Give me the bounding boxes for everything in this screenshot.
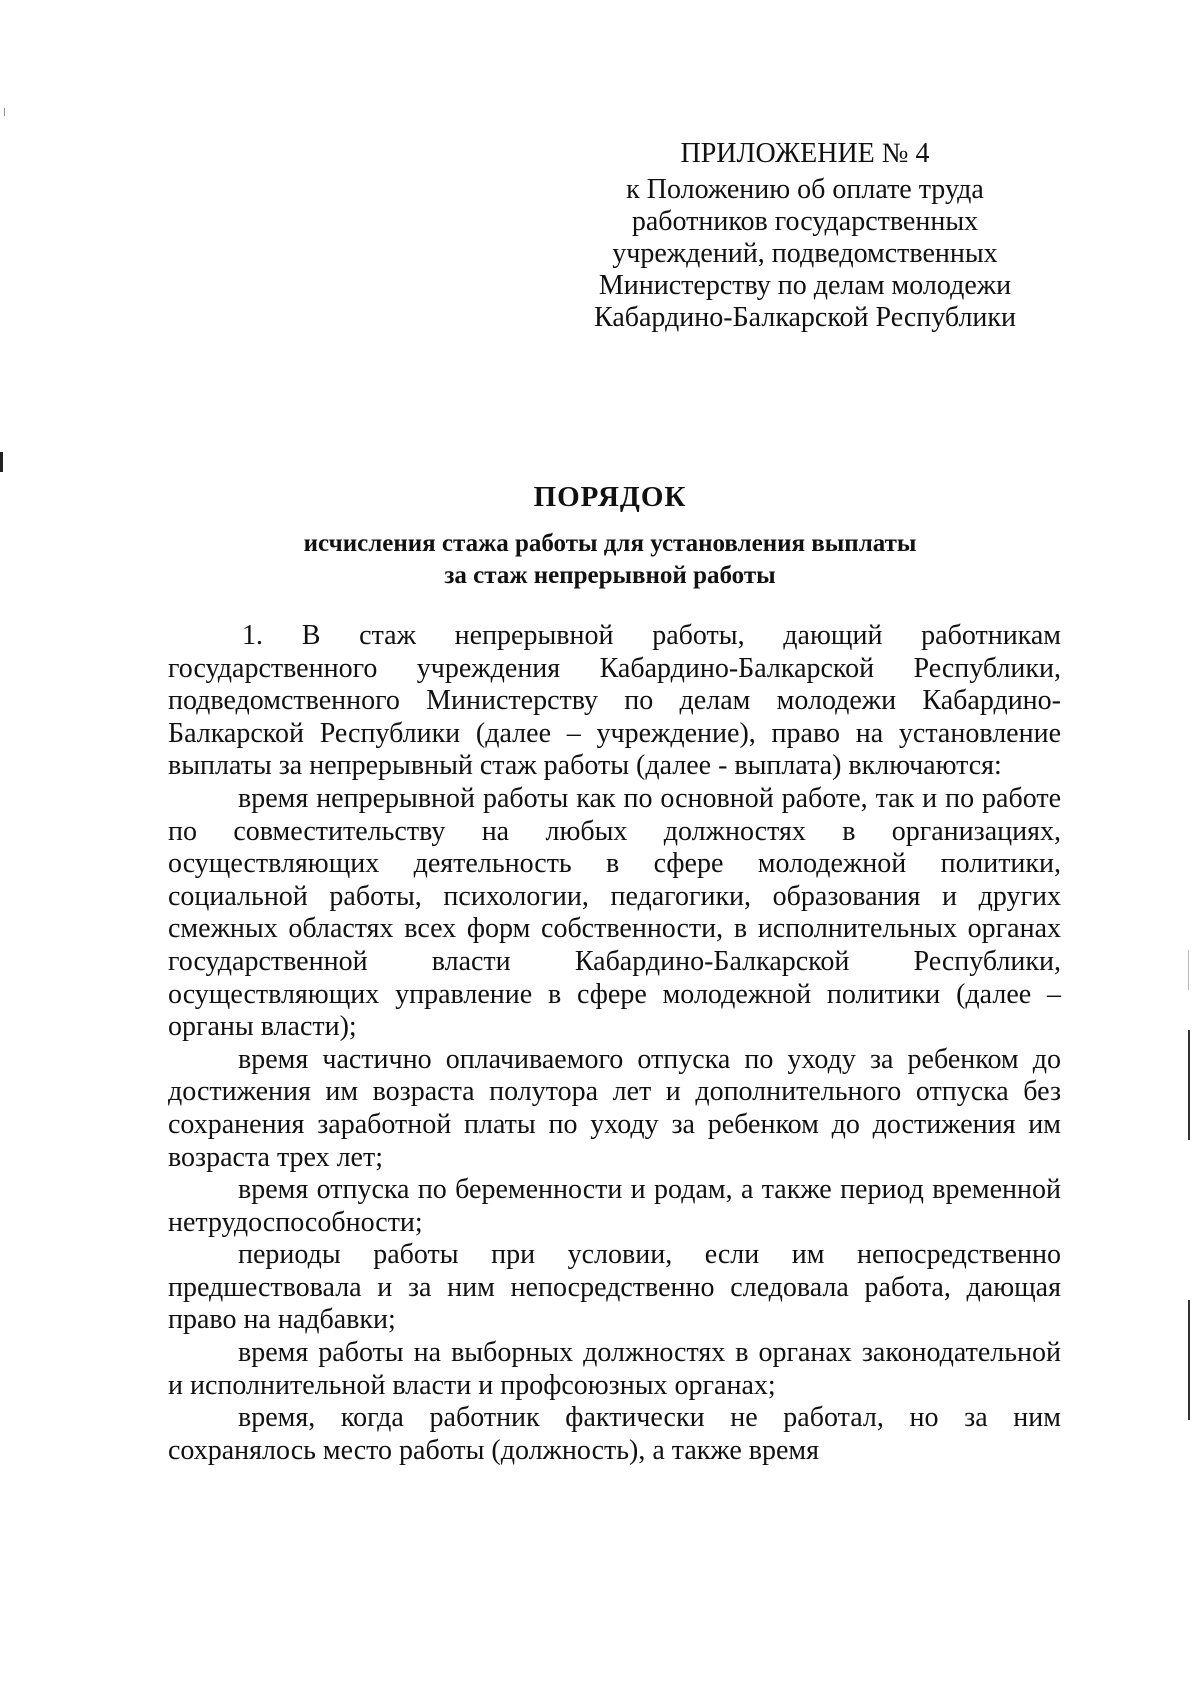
appendix-line: работников государственных — [631, 206, 979, 237]
document-body — [168, 620, 1061, 1467]
document-subtitle-line: за стаж непрерывной работы — [444, 562, 776, 589]
paragraph-retained-position: время, когда работник фактически не работал, но за ним сохранялось место работы (должность), а также время — [168, 1402, 1061, 1466]
appendix-line: Министерству по делам молодежи — [598, 270, 1012, 301]
scan-artifact-mark — [0, 452, 3, 472]
appendix-line: учреждений, подведомственных — [612, 238, 998, 269]
paragraph-elected-positions: время работы на выборных должностях в органах законодательной и исполнительной власти и профсоюзных органах; — [168, 1337, 1061, 1401]
paragraph-1: 1. В стаж непрерывной работы, дающий работникам государственного учреждения Кабардино-Балкарской Республики, подведомственного Министерству по делам молодежи Кабардино-Балкарской Республики (далее – учреждение), право на установление выплаты за непрерывный стаж работы (далее - выплата) включаются: — [168, 620, 1061, 782]
appendix-header — [560, 138, 1050, 334]
appendix-line: Кабардино-Балкарской Республики — [594, 302, 1016, 333]
scan-artifact-mark — [4, 108, 5, 116]
document-title: ПОРЯДОК — [533, 481, 687, 513]
scan-artifact-mark — [1188, 950, 1189, 990]
appendix-title: ПРИЛОЖЕНИЕ № 4 — [680, 138, 930, 169]
paragraph-continuous-work: время непрерывной работы как по основной работе, так и по работе по совместительству на любых должностях в организациях, осуществляющих деятельность в сфере молодежной политики, социальной работы, психологии, педагогики, образования и других смежных областях всех форм собственности, в исполнительных органах государственной власти Кабардино-Балкарской Республики, осуществляющих управление в сфере молодежной политики (далее – органы власти); — [168, 782, 1061, 1043]
paragraph-work-periods: периоды работы при условии, если им непосредственно предшествовала и за ним непосредственно следовала работа, дающая право на надбавки; — [168, 1239, 1061, 1336]
document-subtitle-line: исчисления стажа работы для установления выплаты — [303, 530, 917, 557]
paragraph-maternity-leave: время отпуска по беременности и родам, а также период временной нетрудоспособности; — [168, 1174, 1061, 1238]
document-heading — [120, 480, 1100, 592]
scan-artifact-mark — [1188, 1030, 1190, 1140]
appendix-line: к Положению об оплате труда — [626, 174, 984, 205]
scan-artifact-mark — [1188, 1300, 1190, 1420]
paragraph-childcare-leave: время частично оплачиваемого отпуска по уходу за ребенком до достижения им возраста полутора лет и дополнительного отпуска без сохранения заработной платы по уходу за ребенком до достижения им возраста трех лет; — [168, 1043, 1061, 1173]
